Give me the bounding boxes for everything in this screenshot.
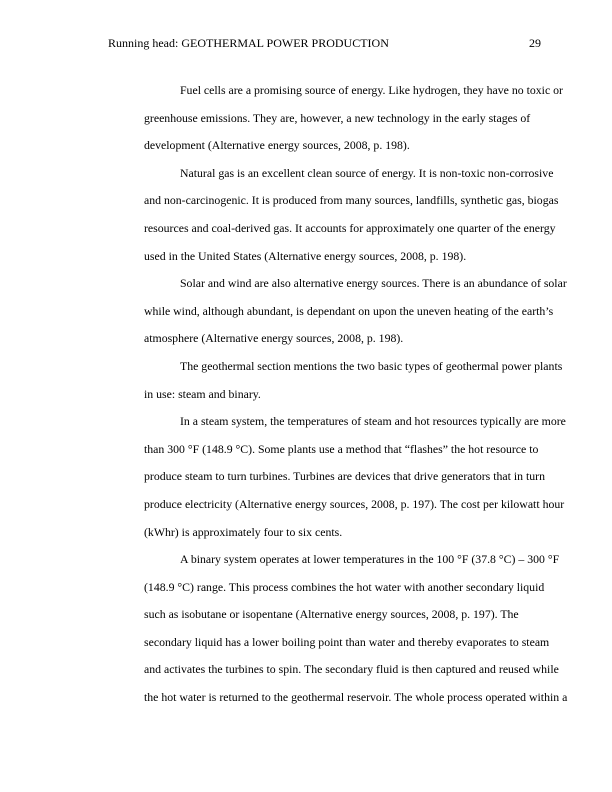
text-line: The geothermal section mentions the two basic types of geothermal power plants [180,358,563,373]
text-line: resources and coal-derived gas. It accounts for approximately one quarter of the energy [144,220,556,235]
paragraph-fuel-cells [108,77,563,160]
paragraph-solar-wind [108,270,567,353]
running-head: Running head: GEOTHERMAL POWER PRODUCTION [108,36,389,50]
paragraph-binary-system [108,546,568,712]
text-line: secondary liquid has a lower boiling point than water and thereby evaporates to steam [144,634,550,649]
text-line: in use: steam and binary. [144,386,261,401]
text-line: such as isobutane or isopentane (Alternative energy sources, 2008, p. 197). The [144,607,519,622]
text-line: Fuel cells are a promising source of energy. Like hydrogen, they have no toxic or [180,83,563,97]
text-line: development (Alternative energy sources, 2008, p. 198). [144,138,410,153]
text-line: the hot water is returned to the geothermal reservoir. The whole process operated within a [144,690,568,705]
text-line: than 300 °F (148.9 °C). Some plants use a method that “flashes” the hot resource to [144,441,539,456]
text-line: (148.9 °C) range. This process combines the hot water with another secondary liquid [144,579,545,594]
text-line: while wind, although abundant, is dependant on upon the uneven heating of the earth’s [144,303,554,318]
text-line: produce electricity (Alternative energy sources, 2008, p. 197). The cost per kilowatt hour [144,496,565,511]
text-line: and non-carcinogenic. It is produced from many sources, landfills, synthetic gas, biogas [144,193,559,208]
text-line: used in the United States (Alternative energy sources, 2008, p. 198). [144,248,467,263]
text-line: greenhouse emissions. They are, however, a new technology in the early stages of [144,110,531,125]
paragraph-natural-gas [108,160,559,270]
text-line: atmosphere (Alternative energy sources, 2008, p. 198). [144,331,404,346]
page-header [108,36,541,52]
text-line: A binary system operates at lower temperatures in the 100 °F (37.8 °C) – 300 °F [180,552,560,567]
paragraph-steam-system [108,408,566,546]
text-line: In a steam system, the temperatures of steam and hot resources typically are more [180,414,566,429]
body-text [108,77,568,712]
page-number: 29 [529,36,541,50]
text-line: Natural gas is an excellent clean source of energy. It is non-toxic non-corrosive [180,165,554,180]
paragraph-geothermal-types [108,353,563,408]
text-line: Solar and wind are also alternative energy sources. There is an abundance of solar [180,276,567,291]
text-line: and activates the turbines to spin. The secondary fluid is then captured and reused while [144,662,559,677]
text-line: produce steam to turn turbines. Turbines are devices that drive generators that in turn [144,469,545,484]
text-line: (kWhr) is approximately four to six cents. [144,524,343,539]
